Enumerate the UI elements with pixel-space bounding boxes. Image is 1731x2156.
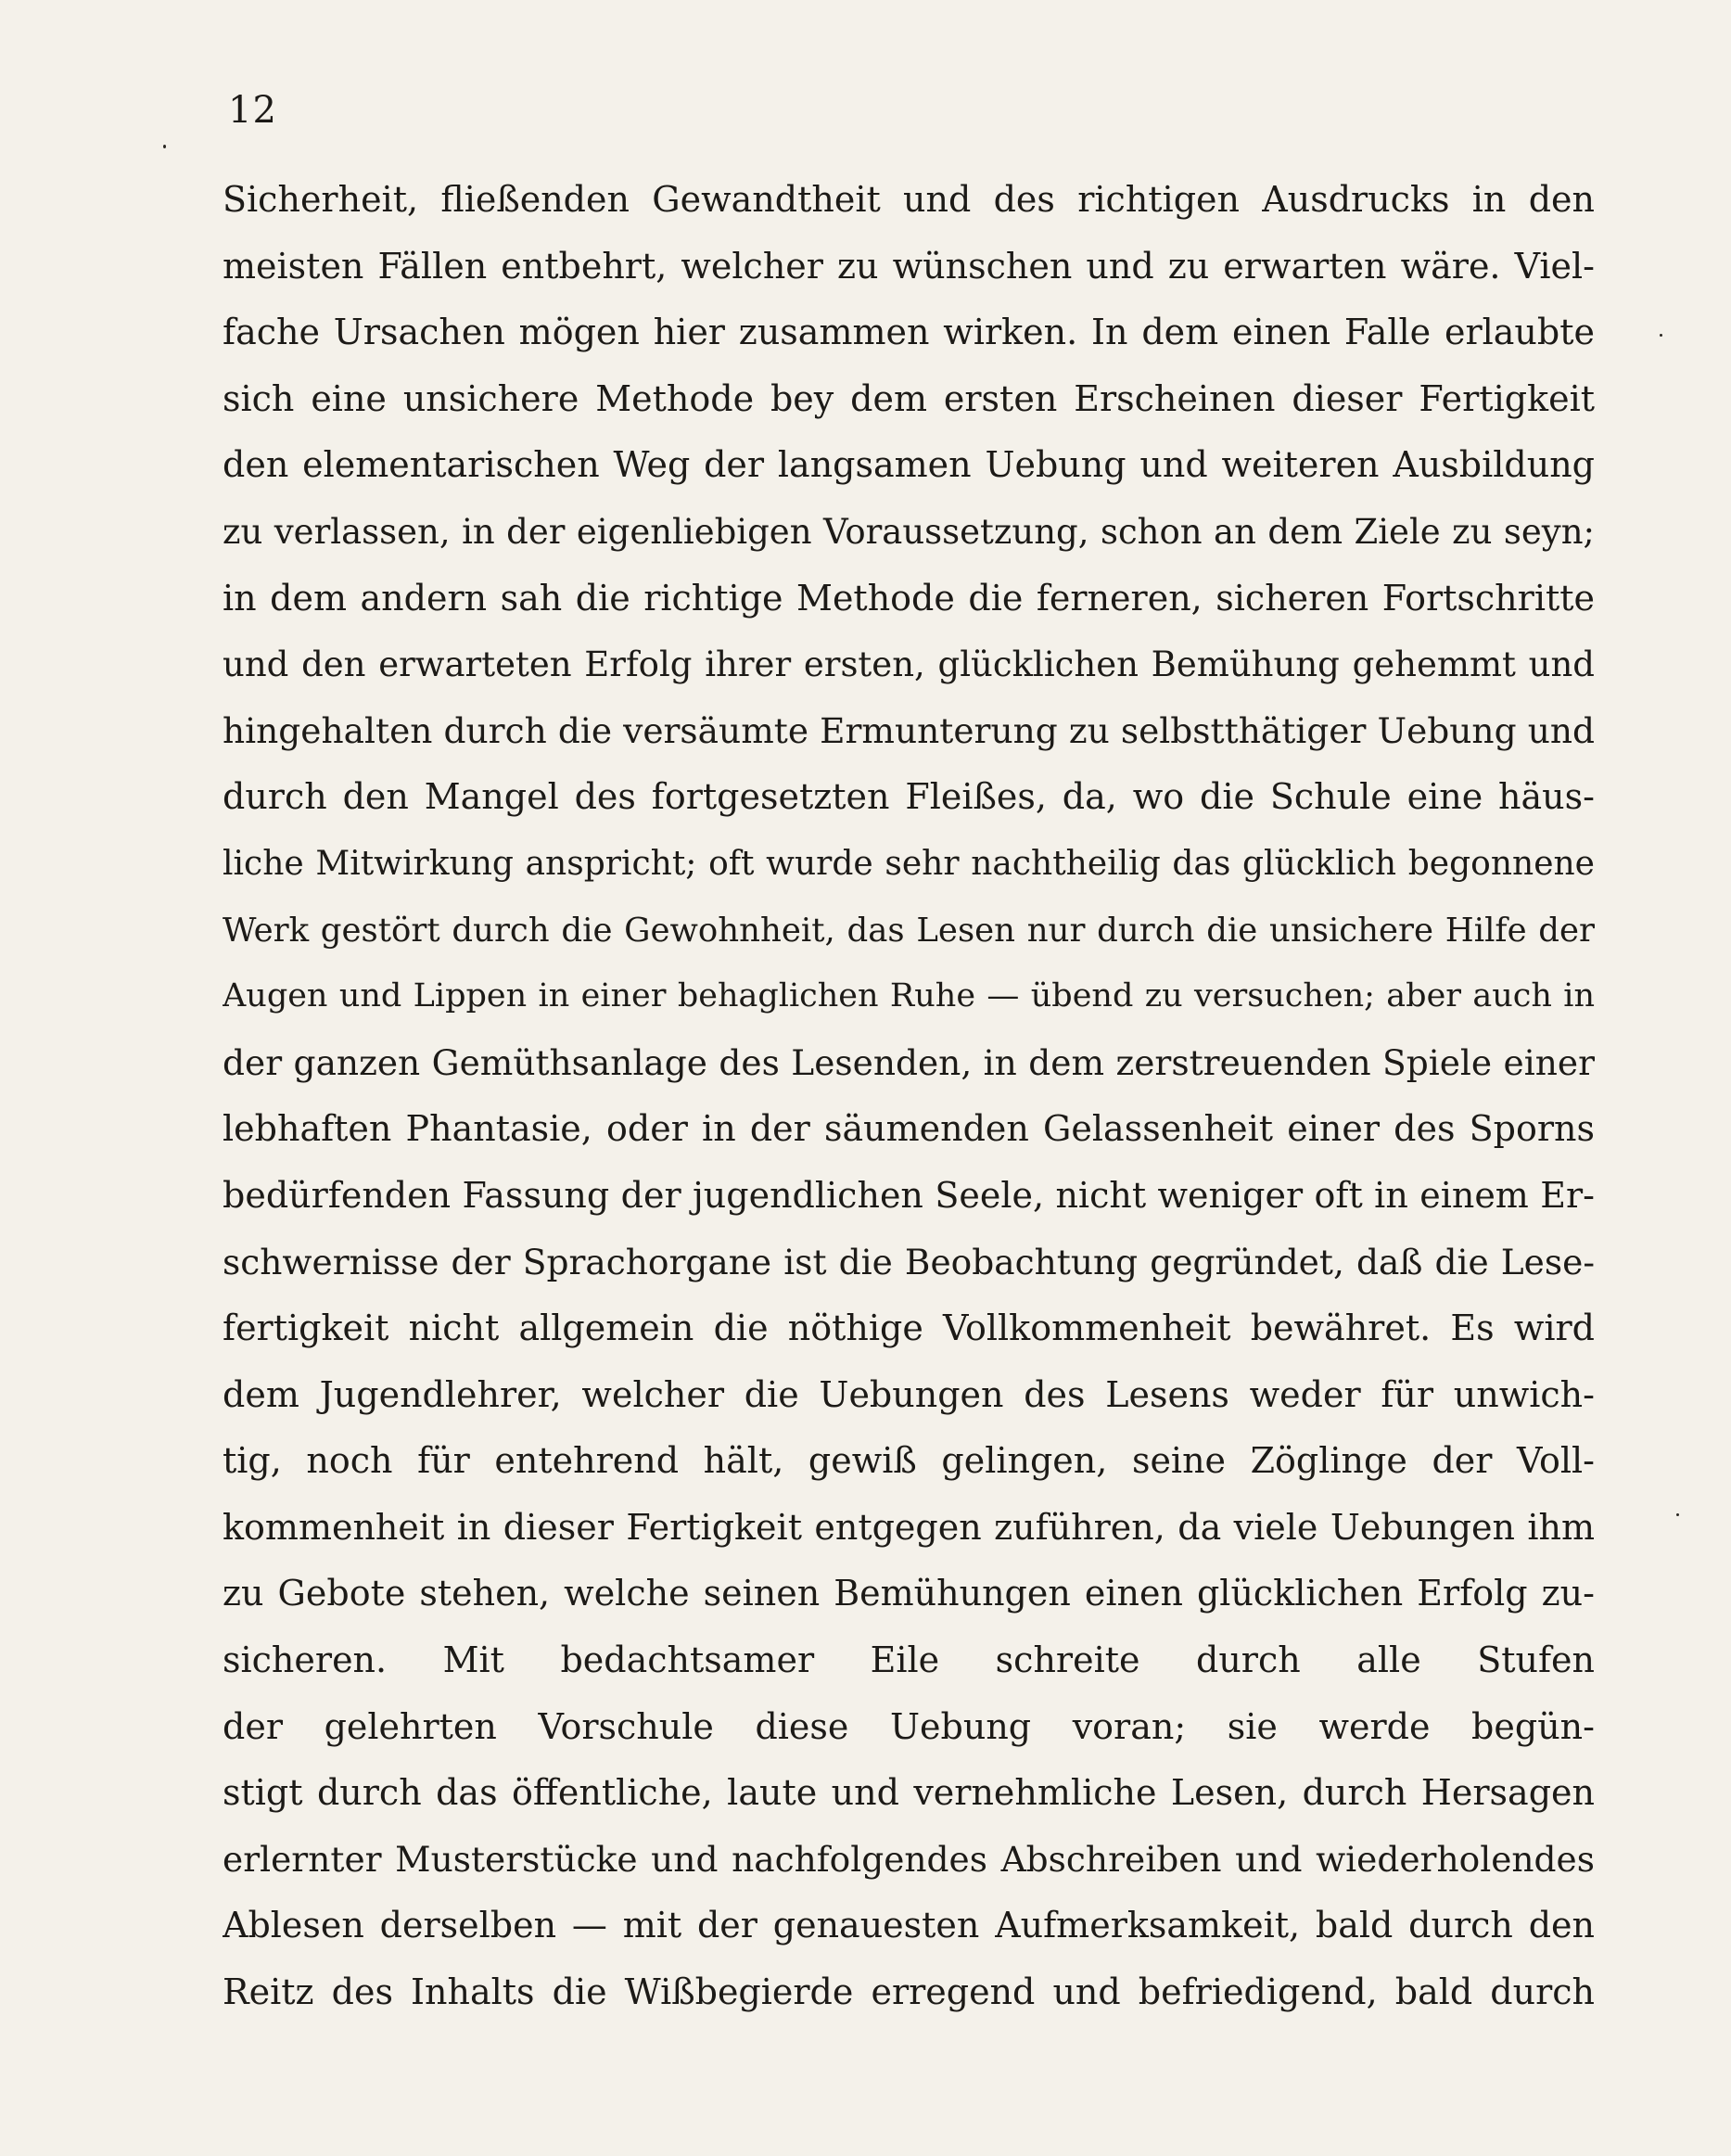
text-line: Werk gestört durch die Gewohnheit, das Lesen nur durch die unsichere Hilfe der [223, 911, 1595, 950]
text-line: Ablesen derselben — mit der genauesten Aufmerksamkeit, bald durch den [223, 1905, 1595, 1946]
text-line: kommenheit in dieser Fertigkeit entgegen zuführen, da viele Uebungen ihm [223, 1506, 1595, 1548]
text-line: bedürfenden Fassung der jugendlichen Seele, nicht weniger oft in einem Er- [223, 1174, 1595, 1216]
ink-speck [1660, 334, 1662, 337]
body-text [223, 167, 1595, 2026]
text-line: liche Mitwirkung anspricht; oft wurde sehr nachtheilig das glücklich begonnene [223, 844, 1595, 883]
text-line: lebhaften Phantasie, oder in der säumenden Gelassenheit einer des Sporns [223, 1108, 1595, 1150]
text-line: stigt durch das öffentliche, laute und vernehmliche Lesen, durch Hersagen [223, 1772, 1595, 1814]
text-line: zu Gebote stehen, welche seinen Bemühungen einen glücklichen Erfolg zu- [223, 1573, 1595, 1614]
page-number: 12 [228, 89, 277, 132]
text-line: sich eine unsichere Methode bey dem ersten Erscheinen dieser Fertigkeit [223, 377, 1595, 419]
text-line: tig, noch für entehrend hält, gewiß gelingen, seine Zöglinge der Voll- [223, 1440, 1595, 1482]
text-line: erlernter Musterstücke und nachfolgendes Abschreiben und wiederholendes [223, 1838, 1595, 1880]
text-line: Augen und Lippen in einer behaglichen Ruhe — übend zu versuchen; aber auch in [223, 977, 1595, 1015]
text-line: zu verlassen, in der eigenliebigen Voraussetzung, schon an dem Ziele zu seyn; [223, 511, 1595, 552]
ink-speck [1676, 1513, 1679, 1516]
text-line: der ganzen Gemüthsanlage des Lesenden, in dem zerstreuenden Spiele einer [223, 1041, 1595, 1083]
text-line: der gelehrten Vorschule diese Uebung voran; sie werde begün- [223, 1705, 1595, 1747]
text-line: in dem andern sah die richtige Methode die ferneren, sicheren Fortschritte [223, 577, 1595, 619]
text-line: Sicherheit, fließenden Gewandtheit und des richtigen Ausdrucks in den [223, 179, 1595, 220]
text-line: meisten Fällen entbehrt, welcher zu wünschen und zu erwarten wäre. Viel- [223, 245, 1595, 287]
ink-speck [163, 145, 166, 148]
text-line: dem Jugendlehrer, welcher die Uebungen des Lesens weder für unwich- [223, 1373, 1595, 1415]
text-line: durch den Mangel des fortgesetzten Fleißes, da, wo die Schule eine häus- [223, 776, 1595, 818]
text-line: schwernisse der Sprachorgane ist die Beobachtung gegründet, daß die Lese- [223, 1241, 1595, 1282]
text-line: sicheren. Mit bedachtsamer Eile schreite durch alle Stufen [223, 1639, 1595, 1681]
text-line: den elementarischen Weg der langsamen Uebung und weiteren Ausbildung [223, 444, 1595, 486]
text-line: fache Ursachen mögen hier zusammen wirken. In dem einen Falle erlaubte [223, 312, 1595, 353]
text-line: fertigkeit nicht allgemein die nöthige Vollkommenheit bewähret. Es wird [223, 1308, 1595, 1349]
text-line: hingehalten durch die versäumte Ermunterung zu selbstthätiger Uebung und [223, 709, 1595, 751]
text-line: und den erwarteten Erfolg ihrer ersten, glücklichen Bemühung gehemmt und [223, 644, 1595, 685]
text-line: Reitz des Inhalts die Wißbegierde erregend und befriedigend, bald durch [223, 1971, 1595, 2013]
